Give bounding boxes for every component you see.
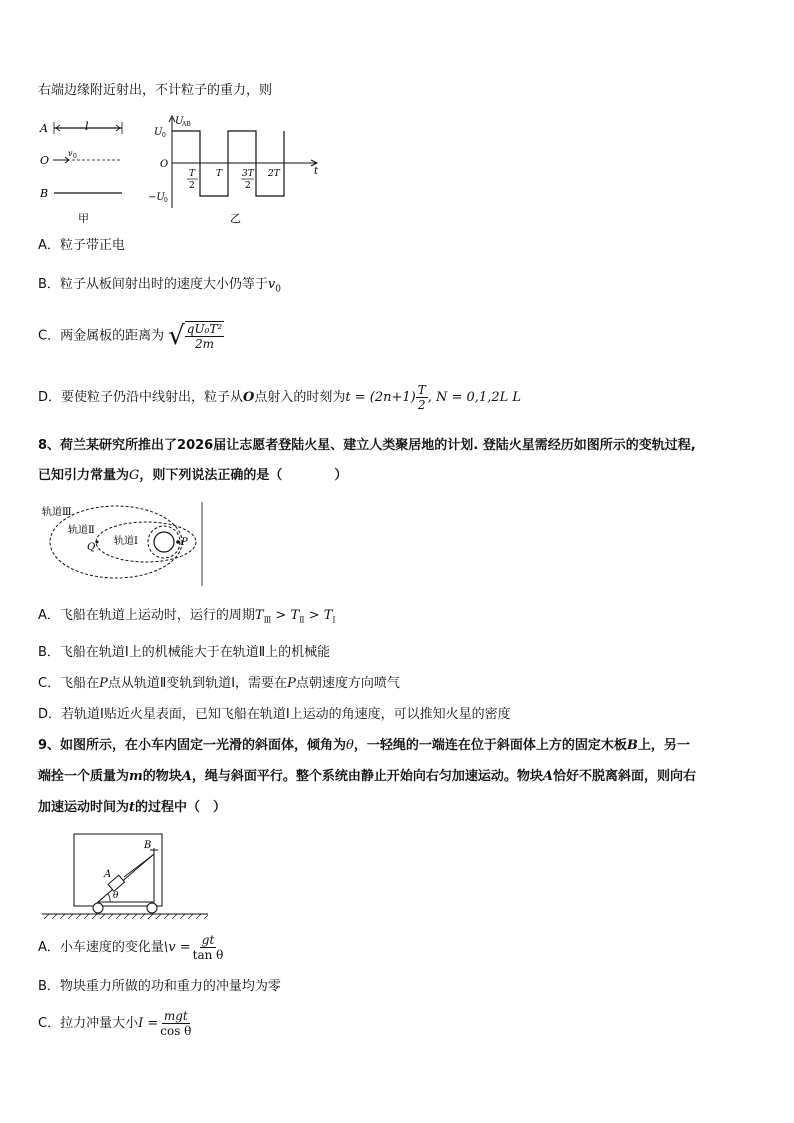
tick-t: T — [216, 169, 223, 179]
u0-pos-sub: 0 — [162, 132, 166, 139]
q7-figure-right — [146, 112, 326, 228]
q9-stem-3b: 的过程中（ ） — [135, 800, 227, 815]
q8-option-a-t1: T — [254, 608, 264, 623]
q7-option-a: A．粒子带正电 — [38, 238, 125, 253]
tick-3half-num: 3T — [242, 169, 254, 179]
caption-jia: 甲 — [78, 212, 89, 225]
q9-stem-a2: A — [542, 769, 553, 784]
point-q-label: Q — [87, 542, 96, 553]
q8-option-c-b: 点从轨道Ⅱ变轨到轨道Ⅰ，需要在 — [107, 676, 288, 691]
q7-option-d-mid: 点射入的时刻为 — [254, 390, 346, 405]
q9-stem-1b: ，一轻绳的一端连在位于斜面体上方的固定木板 — [353, 738, 627, 753]
plate-a-label: A — [40, 122, 48, 135]
orbit3-label: 轨道Ⅲ — [42, 507, 72, 518]
q8-stem-line2 — [38, 467, 347, 485]
u0-neg-sub: 0 — [164, 197, 168, 204]
q8-option-c-p2: P — [287, 676, 296, 691]
q8-option-a-text: A．飞船在轨道上运动时，运行的周期 — [38, 608, 255, 623]
block-a-label: A — [104, 869, 112, 880]
q7-option-b-var: v — [267, 277, 276, 292]
q9-option-c — [38, 1006, 193, 1042]
q9-option-a-den: tan θ — [192, 948, 224, 962]
q9-stem-t: t — [129, 800, 136, 815]
board-b-label: B — [144, 840, 152, 851]
q9-stem-a: A — [181, 769, 192, 784]
q7-intro: 右端边缘附近射出，不计粒子的重力，则 — [38, 83, 273, 98]
q9-stem-2d: 恰好不脱离斜面，则向右 — [553, 769, 697, 784]
q9-stem-1a: 9、如图所示，在小车内固定一光滑的斜面体，倾角为 — [38, 738, 347, 753]
plate-b-label: B — [40, 187, 49, 200]
q8-option-a: A．飞船在轨道上运动时，运行的周期$T_Ⅲ > T_Ⅱ > T_Ⅰ$ — [38, 608, 336, 625]
axis-u-sub: AB — [182, 121, 191, 128]
orbit2-label: 轨道Ⅱ — [68, 525, 95, 536]
q9-stem-line3 — [38, 799, 226, 817]
q8-stem-line1: 8、荷兰某研究所推出了2026届让志愿者登陆火星、建立人类聚居地的计划. 登陆火星需经历如图所示的变轨过程, — [38, 438, 696, 453]
q9-option-c-lhs: I = — [138, 1016, 159, 1031]
q9-stem-1c: 上，另一 — [637, 738, 690, 753]
q9-stem-line1 — [38, 737, 690, 755]
q8-option-c-p1: P — [99, 676, 108, 691]
velocity-label: v — [68, 149, 73, 158]
q8-stem-line2-a: 已知引力常量为 — [38, 468, 130, 483]
point-p-label: P — [181, 537, 188, 548]
length-label: l — [85, 120, 89, 133]
q7-option-c-frac — [185, 321, 224, 351]
q8-stem-line2-b: ，则下列说法正确的是（ ） — [139, 468, 348, 483]
q8-option-c-a: C．飞船在 — [38, 676, 100, 691]
q7-option-d-frac — [416, 383, 428, 412]
q9-option-c-text: C．拉力冲量大小 — [38, 1016, 139, 1031]
q9-cart-figure — [40, 828, 212, 924]
u0-neg-label: −U — [148, 192, 165, 203]
u0-pos-label: U — [154, 127, 163, 138]
q8-option-a-sub2: Ⅱ — [299, 615, 305, 625]
q8-option-c — [38, 675, 400, 693]
q7-option-d-prefix: D．要使粒子仍沿中线射出，粒子从 — [38, 390, 244, 405]
axis-u-label: U — [175, 116, 184, 127]
origin-label: O — [40, 154, 50, 167]
q7-option-d-formula-left: t = (2n+1) — [345, 390, 416, 405]
q7-option-d-point: O — [243, 390, 255, 405]
q8-option-d: D．若轨道Ⅰ贴近火星表面，已知飞船在轨道Ⅰ上运动的角速度，可以推知火星的密度 — [38, 707, 511, 722]
q7-option-c-text: C．两金属板的距离为 — [38, 328, 165, 344]
axis-t-label: t — [314, 166, 319, 177]
q7-option-c-den: 2m — [195, 337, 215, 351]
q7-option-c: C．两金属板的距离为 √ $\frac{\text{qU₀T²}}{2m}$ — [38, 321, 223, 351]
q9-option-a-text: A．小车速度的变化量 — [38, 940, 164, 955]
orbit1-label: 轨道Ⅰ — [114, 536, 138, 547]
q7-option-b-sub: 0 — [275, 284, 282, 295]
q7-option-b — [38, 276, 281, 299]
q9-stem-2a: 端拴一个质量为 — [38, 769, 130, 784]
tick-2t: 2T — [268, 169, 280, 179]
q8-orbit-figure — [38, 500, 208, 590]
q9-option-a — [38, 930, 225, 966]
q7-option-c-num: qU₀T² — [186, 322, 223, 336]
q7-option-d-frac-num: T — [417, 383, 426, 397]
q7-option-b-text: B．粒子从板间射出时的速度大小仍等于 — [38, 277, 268, 292]
q8-option-c-c: 点朝速度方向喷气 — [295, 676, 400, 691]
q8-option-a-t3: T — [323, 608, 333, 623]
angle-theta-label: θ — [113, 891, 119, 901]
tick-3half-den: 2 — [245, 181, 251, 191]
q7-option-d — [38, 380, 521, 416]
q8-option-b: B．飞船在轨道Ⅰ上的机械能大于在轨道Ⅱ上的机械能 — [38, 645, 331, 660]
q9-stem-3a: 加速运动时间为 — [38, 800, 130, 815]
q9-option-c-num: mgt — [163, 1009, 188, 1023]
q7-figure-left — [36, 114, 136, 228]
q9-stem-2c: ，绳与斜面平行。整个系统由静止开始向右匀加速运动。物块 — [191, 769, 543, 784]
q9-option-c-den: cos θ — [160, 1024, 192, 1038]
q8-option-a-sub3: Ⅰ — [332, 615, 336, 625]
q8-option-a-sub1: Ⅲ — [263, 615, 272, 625]
q9-stem-theta: θ — [346, 738, 354, 753]
q9-stem-line2 — [38, 768, 696, 786]
q9-option-c-frac — [158, 1009, 193, 1038]
q8-option-a-t2: T — [290, 608, 300, 623]
q9-option-b: B．物块重力所做的功和重力的冲量均为零 — [38, 979, 281, 994]
q7-option-d-frac-den: 2 — [417, 398, 426, 412]
q9-stem-b: B — [626, 738, 638, 753]
velocity-sub: 0 — [73, 153, 77, 160]
q8-stem-line2-g: G — [129, 468, 140, 483]
q9-option-a-num: gt — [201, 933, 215, 947]
q9-option-a-frac — [191, 933, 226, 962]
origin-o-label: O — [160, 159, 169, 170]
q9-option-a-lhs: \v = — [163, 940, 191, 955]
q9-stem-2b: 的物块 — [142, 769, 182, 784]
tick-half-den: 2 — [189, 181, 195, 191]
q9-stem-m: m — [129, 769, 143, 784]
tick-half-num: T — [189, 169, 196, 179]
caption-yi: 乙 — [230, 212, 241, 225]
q7-option-d-formula-right: , N = 0,1,2L L — [427, 390, 521, 405]
